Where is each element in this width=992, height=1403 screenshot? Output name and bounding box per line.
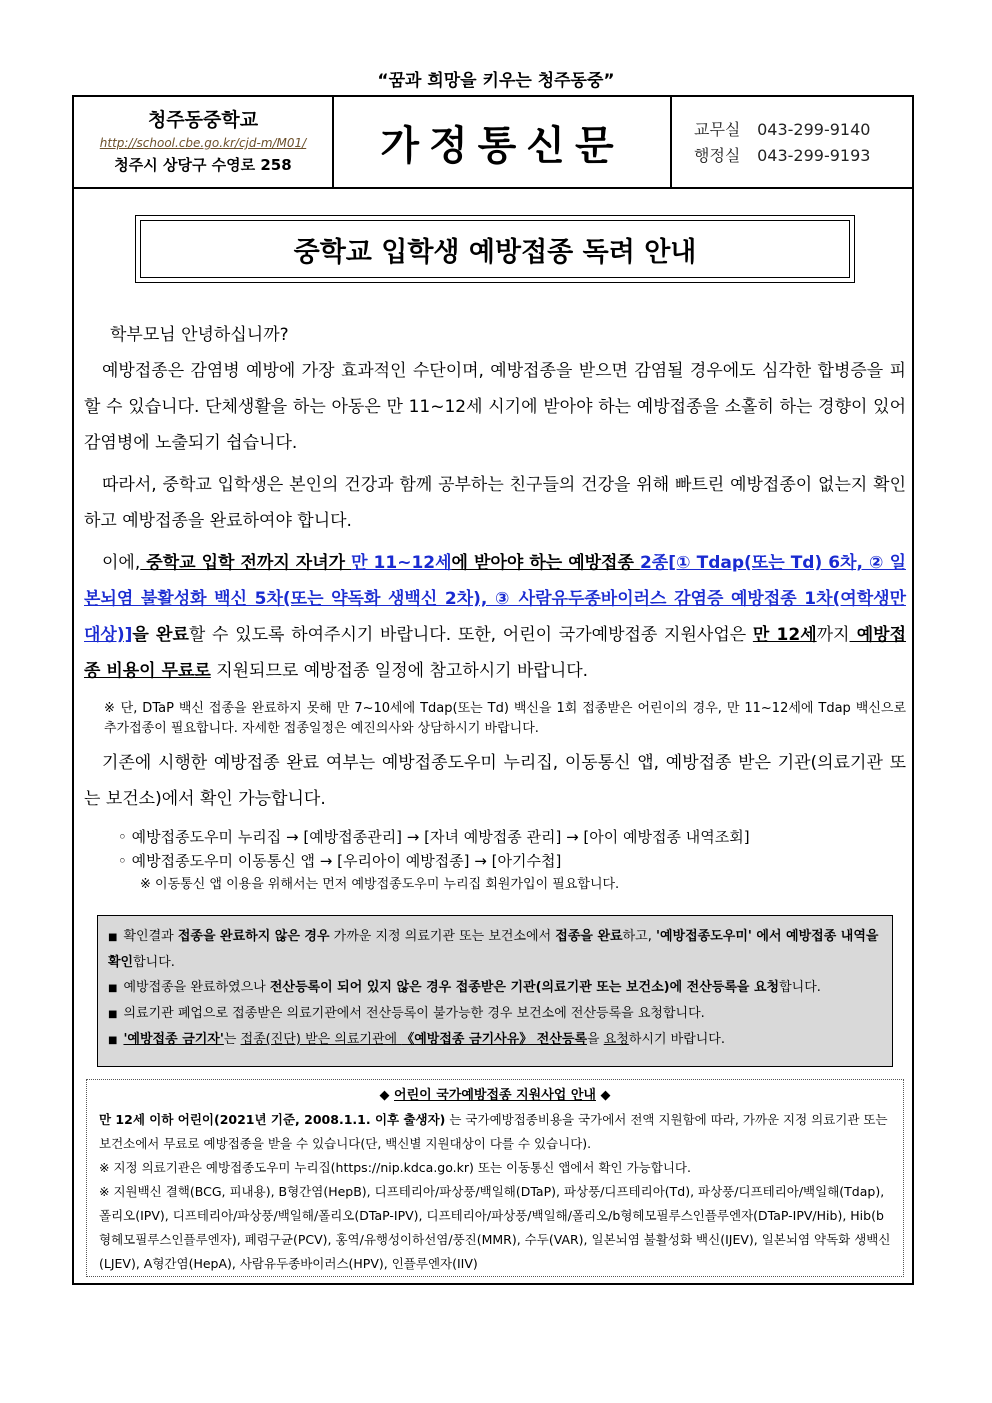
p3-free-highlight: 예방접종 비용이 무료로 bbox=[84, 625, 907, 681]
text: 하시기 바랍니다. bbox=[628, 1032, 725, 1047]
square-bullet-icon: ■ bbox=[108, 932, 118, 943]
text: 예방접종을 완료하였으나 bbox=[123, 980, 270, 995]
square-bullet-icon: ■ bbox=[108, 1009, 118, 1020]
school-name: 청주동중학교 bbox=[147, 109, 259, 131]
diamond-icon: ◆ bbox=[379, 1088, 395, 1103]
paragraph-2: 따라서, 중학교 입학생은 본인의 건강과 함께 공부하는 친구들의 건강을 위해 빠트린 예방접종이 없는지 확인하고 예방접종을 완료하여야 합니다. bbox=[84, 475, 906, 531]
school-address: 청주시 상당구 수영로 258 bbox=[114, 156, 292, 174]
contact-phone: 043-299-9140 bbox=[757, 120, 871, 139]
newsletter-frame bbox=[72, 95, 914, 1285]
text: 을 bbox=[587, 1032, 604, 1047]
p3-part: 지원되므로 예방접종 일정에 참고하시기 바랍니다. bbox=[210, 661, 589, 681]
support-title bbox=[99, 1084, 891, 1108]
school-url-link[interactable]: http://school.cbe.go.kr/cjd-m/M01/ bbox=[99, 136, 307, 150]
school-motto: “꿈과 희망을 키우는 청주동중” bbox=[377, 71, 615, 91]
text: 접종을 완료하지 않은 경우 bbox=[177, 929, 330, 944]
text: '예방접종 금기자' bbox=[123, 1032, 224, 1047]
text: 만 12세 이하 어린이(2021년 기준, 2008.1.1. 이후 출생자) bbox=[99, 1112, 446, 1127]
text: 의료기관 폐업으로 접종받은 의료기관에서 전산등록이 불가능한 경우 보건소에 전산등록을 요청합니다. bbox=[123, 1006, 705, 1021]
p3-part: 까지 bbox=[816, 625, 850, 645]
text: 요청 bbox=[603, 1032, 629, 1047]
instruction-box bbox=[97, 915, 893, 1067]
text: 접종을 완료 bbox=[555, 929, 623, 944]
text: 《예방접종 금기사유》 전산등록 bbox=[401, 1032, 587, 1047]
paragraph-3 bbox=[84, 545, 906, 689]
square-bullet-icon: ■ bbox=[108, 983, 118, 994]
p3-part: 중학교 입학 전까지 자녀가 bbox=[140, 553, 352, 573]
method-note: ※ 이동통신 앱 이용을 위해서는 먼저 예방접종도우미 누리집 회원가입이 필요합니다. bbox=[140, 877, 620, 892]
greeting: 학부모님 안녕하십니까? bbox=[110, 325, 289, 345]
dtap-note: ※ 단, DTaP 백신 접종을 완료하지 못해 만 7~10세에 Tdap(또는 Td) 백신을 1회 접종받은 어린이의 경우, 만 11~12세에 Tdap 백신으로 추가접종이 필요합니다. 자세한 접종일정은 예진의사와 상담하시기 바랍니다. bbox=[104, 701, 906, 736]
p3-part: 이에, bbox=[102, 553, 141, 573]
instruction-item bbox=[108, 1027, 884, 1053]
instruction-item bbox=[108, 924, 884, 975]
school-info bbox=[74, 97, 334, 187]
support-paragraph-2: ※ 지정 의료기관은 예방접종도우미 누리집(https://nip.kdca.go.kr) 또는 이동통신 앱에서 확인 가능합니다. bbox=[99, 1160, 691, 1175]
p3-vaccine-list: 2종[① Tdap(또는 Td) 6차, ② 일본뇌염 불활성화 백신 5차(또는 약독화 생백신 2차), ③ 사람유두종바이러스 감염증 예방접종 1차(여학생만 대상)] bbox=[84, 553, 906, 645]
support-title-text: 어린이 국가예방접종 지원사업 안내 bbox=[394, 1088, 596, 1103]
p3-part: 할 수 있도록 하여주시기 바랍니다. 또한, 어린이 국가예방접종 지원사업은 bbox=[188, 625, 753, 645]
contact-label: 행정실 bbox=[694, 146, 741, 165]
instruction-item bbox=[108, 1001, 884, 1027]
check-methods bbox=[84, 825, 906, 897]
document-title: 가정통신문 bbox=[334, 97, 672, 187]
notice-title-box bbox=[135, 215, 855, 283]
text: 가까운 지정 의료기관 또는 보건소에서 bbox=[329, 929, 556, 944]
support-vaccine-list: ※ 지원백신 결핵(BCG, 피내용), B형간염(HepB), 디프테리아/파상풍/백일해(DTaP), 파상풍/디프테리아(Td), 파상풍/디프테리아/백일해(Tdap), 폴리오(IPV), 디프테리아/파상풍/백일해/폴리오(DTaP-IPV), 디프테리아/파상풍/백일해/폴리오/b형헤모필루스인플루엔자(DTaP-IPV/Hib), Hib(b형헤모필루스인플루엔자), 폐렴구균(PCV), 홍역/유행성이하선염/풍진(MMR), 수두(VAR), 일본뇌염 불활성화 백신(IJEV), 일본뇌염 약독화 생백신(LJEV), A형간염(HepA), 사람유두종바이러스(HPV), 인플루엔자(IIV) bbox=[99, 1184, 891, 1271]
text: '예방접종도우미' 에서 예방접종 내역을 확인 bbox=[108, 929, 879, 970]
text: 합니다. bbox=[779, 980, 821, 995]
text: 는 bbox=[223, 1032, 241, 1047]
text: 전산등록이 되어 있지 않은 경우 접종받은 기관(의료기관 또는 보건소)에 전산등록을 요청 bbox=[269, 980, 780, 995]
paragraph-4: 기존에 시행한 예방접종 완료 여부는 예방접종도우미 누리집, 이동통신 앱, 예방접종 받은 기관(의료기관 또는 보건소)에서 확인 가능합니다. bbox=[84, 753, 906, 809]
text: 확인결과 bbox=[123, 929, 178, 944]
header bbox=[74, 97, 912, 189]
contact-label: 교무실 bbox=[694, 120, 741, 139]
text: 합니다. bbox=[133, 955, 175, 970]
contact-list bbox=[694, 117, 870, 169]
instruction-item bbox=[108, 975, 884, 1001]
paragraph-1: 예방접종은 감염병 예방에 가장 효과적인 수단이며, 예방접종을 받으면 감염될 경우에도 심각한 합병증을 피할 수 있습니다. 단체생활을 하는 아동은 만 11~12세 시기에 받아야 하는 예방접종을 소홀히 하는 경향이 있어 감염병에 노출되기 쉽습니다. bbox=[84, 361, 906, 453]
text: 접종(진단) 받은 의료기관에 bbox=[240, 1032, 402, 1047]
notice-body bbox=[84, 317, 906, 897]
contact-item bbox=[694, 143, 870, 169]
diamond-icon: ◆ bbox=[595, 1088, 611, 1103]
notice-title: 중학교 입학생 예방접종 독려 안내 bbox=[140, 220, 850, 278]
contact-phone: 043-299-9193 bbox=[757, 146, 871, 165]
p3-part: 만 12세 bbox=[752, 625, 817, 645]
square-bullet-icon: ■ bbox=[108, 1035, 118, 1046]
support-program-box bbox=[86, 1079, 904, 1277]
method-app: ◦ 예방접종도우미 이동통신 앱 → [우리아이 예방접종] → [아기수첩] bbox=[118, 852, 562, 870]
p3-part: 을 완료 bbox=[132, 625, 189, 645]
method-web: ◦ 예방접종도우미 누리집 → [예방접종관리] → [자녀 예방접종 관리] → [아이 예방접종 내역조회] bbox=[118, 828, 750, 846]
text: 하고, bbox=[622, 929, 656, 944]
p3-part: 에 받아야 하는 예방접종 bbox=[451, 553, 640, 573]
p3-age-highlight: 만 11~12세 bbox=[351, 553, 452, 573]
text: 는 국가예방접종비용을 국가에서 전액 지원함에 따라, 가까운 지정 의료기관 또는 보건소에서 무료로 예방접종을 받을 수 있습니다(단, 백신별 지원대상이 다를 수 있습니다). bbox=[99, 1112, 888, 1151]
contact-item bbox=[694, 117, 870, 143]
support-paragraph-1 bbox=[99, 1108, 891, 1156]
